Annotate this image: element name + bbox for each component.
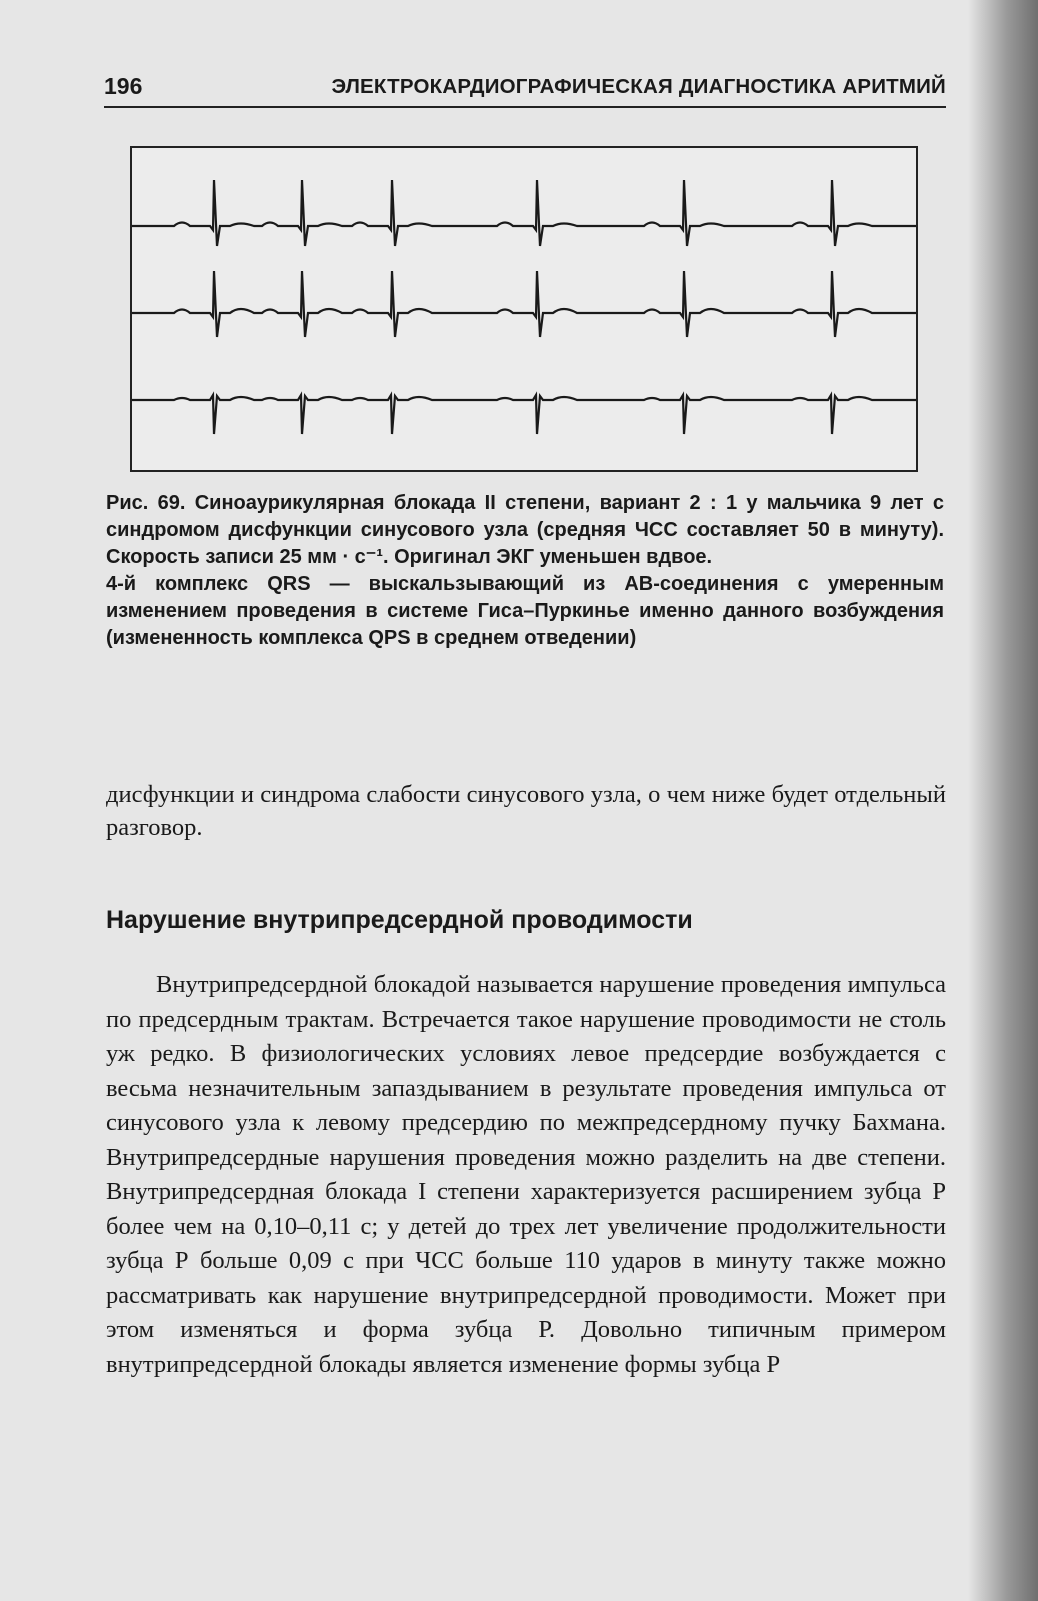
ecg-trace-line [132,271,916,337]
ecg-tracing [132,148,916,470]
ecg-trace-line [132,180,916,246]
running-header [104,70,946,108]
page-number: 196 [104,73,143,99]
ecg-figure [130,146,918,472]
running-title: ЭЛЕКТРОКАРДИОГРАФИЧЕСКАЯ ДИАГНОСТИКА АРИТМИЙ [331,75,946,98]
figure-caption [106,490,944,652]
caption-note: 4-й комплекс QRS — выскальзывающий из АВ-соединения с умеренным изменением проведения в системе Гиса–Пуркинье именно данного возбуждения (измененность комплекса QPS в среднем отведении) [106,573,944,649]
ecg-trace-line [132,395,916,434]
caption-main: Рис. 69. Синоаурикулярная блокада II степени, вариант 2 : 1 у мальчика 9 лет с синдромом дисфункции синусового узла (средняя ЧСС составляет 50 в минуту). Скорость записи 25 мм · с⁻¹. Оригинал ЭКГ уменьшен вдвое. [106,492,944,568]
section-heading: Нарушение внутрипредсердной проводимости [106,906,693,934]
ecg-lead-top [132,180,916,246]
ecg-lead-middle [132,271,916,337]
page-edge-shadow [968,0,1038,1601]
ecg-lead-bottom [132,395,916,434]
body-paragraph: Внутрипредсердной блокадой называется нарушение проведения импульса по предсердным трактам. Встречается такое нарушение проводимости не столь уж редко. В физиологических условиях левое предсердие возбуждается с весьма незначительным запаздыванием в результате проведения импульса от синусового узла к левому предсердию по межпредсердному пучку Бахмана. Внутрипредсердные нарушения проведения можно разделить на две степени. Внутрипредсердная блокада I степени характеризуется расширением зубца Р более чем на 0,10–0,11 с; у детей до трех лет увеличение продолжительности зубца Р больше 0,09 с при ЧСС больше 110 ударов в минуту также можно рассматривать как нарушение внутрипредсердной проводимости. Может при этом изменяться и форма зубца Р. Довольно типичным примером внутрипредсердной блокады является изменение формы зубца Р [106,971,946,1378]
continued-paragraph: дисфункции и синдрома слабости синусового узла, о чем ниже будет отдельный разговор. [106,781,946,841]
